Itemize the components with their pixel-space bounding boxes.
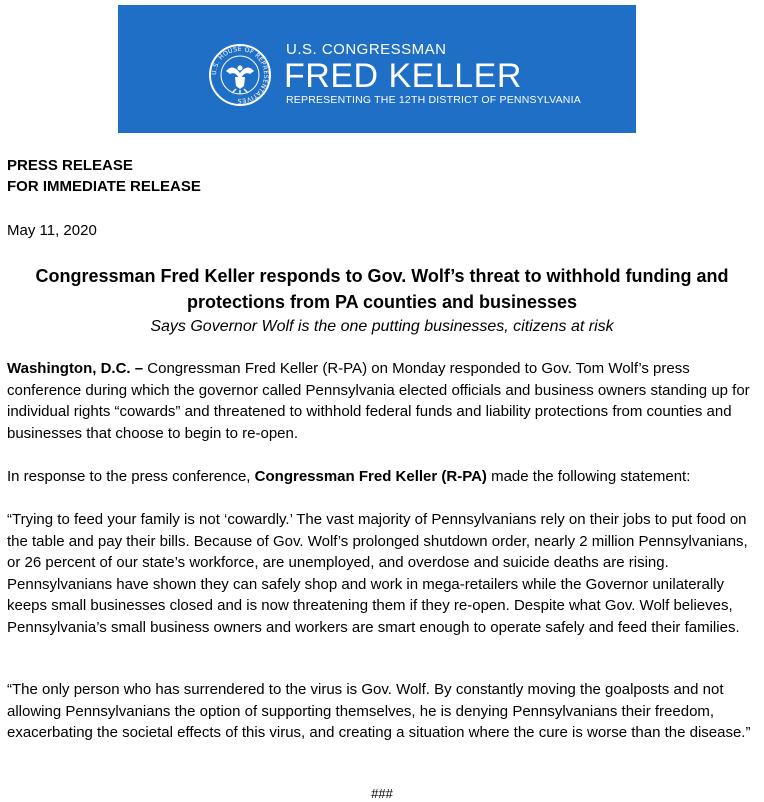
banner-district-line: REPRESENTING THE 12TH DISTRICT OF PENNSYLVANIA — [286, 94, 581, 106]
end-mark: ### — [371, 786, 393, 801]
congressman-banner — [118, 5, 636, 133]
seal-text: U.S. HOUSE OF REPRESENTATIVES — [210, 45, 270, 105]
headline-title: Congressman Fred Keller responds to Gov. Wolf’s threat to withhold funding and protections from PA counties and businesses — [35, 266, 729, 312]
paragraph-quote-1: “Trying to feed your family is not ‘cowardly.’ The vast majority of Pennsylvanians rely on their jobs to put food on the table and pay their bills. Because of Gov. Wolf’s prolonged shutdown order, nearly 2 million Pennsylvanians, or 26 percent of our state’s workforce, are unemployed, and overdose and suicide deaths are rising. Pennsylvanians have shown they can safely shop and work in mega-retailers while the Governor unilaterally keeps small businesses closed and is now threatening them if they re-open. Despite what Gov. Wolf believes, Pennsylvania’s small business owners and workers are smart enough to operate safely and feed their families. — [7, 511, 748, 636]
headline-subtitle: Says Governor Wolf is the one putting businesses, citizens at risk — [150, 318, 614, 335]
paragraph-quote-2: “The only person who has surrendered to the virus is Gov. Wolf. By constantly moving the goalposts and not allowing Pennsylvanians the option of supporting themselves, he is denying Pennsylvanians their freedom, exacerbating the societal effects of this virus, and creating a situation where the cure is worse than the disease.” — [7, 681, 751, 741]
statement-intro-post: made the following statement: — [486, 468, 691, 485]
release-timing-label: FOR IMMEDIATE RELEASE — [7, 178, 201, 195]
paragraph-statement-intro — [7, 466, 757, 488]
intro-text: Congressman Fred Keller (R-PA) on Monday responded to Gov. Tom Wolf’s press conference during which the governor called Pennsylvania elected officials and business owners standing up for individual rights “cowards” and threatened to withhold federal funds and liability protections from counties and businesses that choose to begin to re-open. — [7, 360, 750, 442]
press-release-label: PRESS RELEASE — [7, 157, 133, 174]
banner-title-line: U.S. CONGRESSMAN — [286, 41, 447, 58]
eagle-seal-icon — [208, 43, 272, 107]
statement-speaker: Congressman Fred Keller (R-PA) — [254, 468, 487, 485]
dateline: Washington, D.C. – — [7, 360, 144, 377]
statement-intro-pre: In response to the press conference, — [7, 468, 255, 485]
paragraph-intro — [7, 358, 757, 444]
banner-congressman-name: FRED KELLER — [284, 57, 522, 95]
release-date: May 11, 2020 — [7, 222, 97, 239]
